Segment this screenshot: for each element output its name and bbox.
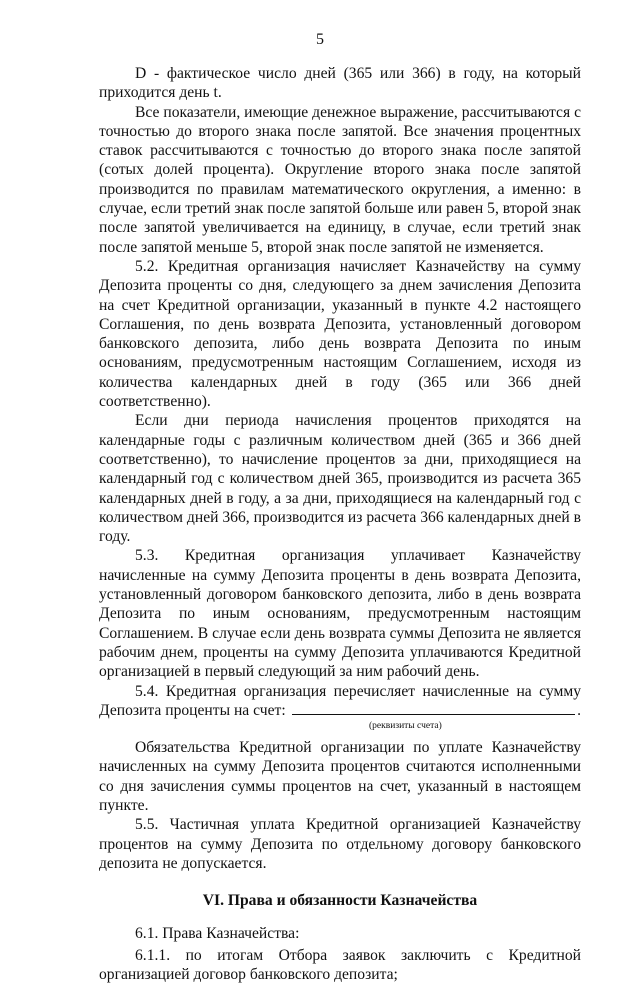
- paragraph-rounding-rules: Все показатели, имеющие денежное выражение, рассчитываются с точностью до второго знака после запятой. Все значения процентных ставок рассчитываются с точностью до второго знака после запятой (сотых долей процента). Округление второго знака после запятой производится по правилам математического округления, а именно: в случае, если третий знак после запятой больше или равен 5, второй знак после запятой увеличивается на единицу, в случае, если третий знак после запятой меньше 5, второй знак после запятой не изменяется.: [99, 103, 581, 256]
- paragraph-obligations: Обязательства Кредитной организации по уплате Казначейству начисленных на сумму Депозита процентов считаются исполненными со дня зачисления суммы процентов на счет, указанный в настоящем пункте.: [99, 739, 581, 814]
- paragraph-5-2: 5.2. Кредитная организация начисляет Казначейству на сумму Депозита проценты со дня, следующего за днем зачисления Депозита на счет Кредитной организации, указанный в пункте 4.2 настоящего Соглашения, по день возврата Депозита, установленный договором банковского депозита, либо день возврата Депозита по иным основаниям, предусмотренным настоящим Соглашением, исходя из количества календарных дней в году (365 или 366 дней соответственно).: [99, 257, 581, 411]
- section-heading: VI. Права и обязанности Казначейства: [202, 892, 478, 910]
- document-body: [99, 64, 581, 984]
- paragraph-leap-years: Если дни периода начисления процентов приходятся на календарные годы с различным количеством дней (365 и 366 дней соответственно), то начисление процентов за дни, приходящиеся на календарный год с количеством дней 365, производится из расчета 365 календарных дней в году, а за дни, приходящиеся на календарный год с количеством дней 366, производится из расчета 366 календарных дней в году.: [99, 412, 581, 546]
- paragraph-5-5: 5.5. Частичная уплата Кредитной организацией Казначейству процентов на сумму Депозита по отдельному договору банковского депозита не допускается.: [99, 816, 581, 872]
- fill-line-lead: Депозита проценты на счет:: [99, 701, 286, 719]
- paragraph-6-1-1: 6.1.1. по итогам Отбора заявок заключить с Кредитной организацией договор банковского депозита;: [99, 946, 581, 984]
- paragraph-5-4: 5.4. Кредитная организация перечисляет начисленные на сумму: [135, 682, 581, 700]
- account-caption: (реквизиты счета): [369, 721, 442, 732]
- blank-underline: [292, 713, 575, 715]
- fill-line-end: .: [577, 701, 581, 719]
- account-fill-line: [99, 701, 581, 720]
- paragraph-5-3: 5.3. Кредитная организация уплачивает Казначейству начисленные на сумму Депозита проценты в день возврата Депозита, установленный договором банковского депозита, либо в день возврата Депозита по иным основаниям, предусмотренным настоящим Соглашением. В случае если день возврата суммы Депозита не является рабочим днем, проценты на сумму Депозита уплачиваются Кредитной организацией в первый следующий за ним рабочий день.: [99, 547, 581, 681]
- paragraph-d-definition: D - фактическое число дней (365 или 366) в году, на который приходится день t.: [99, 65, 581, 102]
- paragraph-6-1: 6.1. Права Казначейства:: [135, 925, 300, 943]
- page-number: 5: [316, 31, 324, 48]
